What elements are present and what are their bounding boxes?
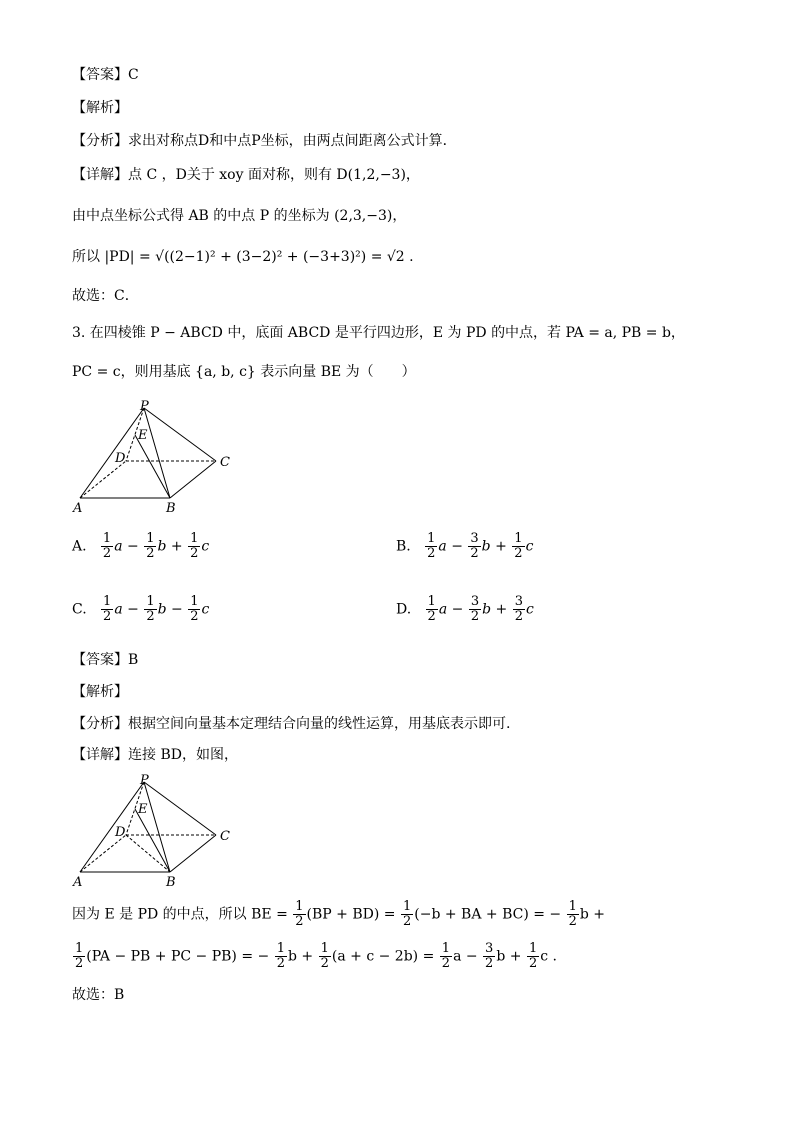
q3-conclusion: 故选：B: [72, 987, 125, 1003]
prev-detail-line-3: 所以 |PD| = √((2−1)² + (3−2)² + (−3+3)²) = √2 .: [72, 249, 414, 265]
q3-detail-line: 【详解】连接 BD，如图，: [72, 747, 238, 763]
pyramid-figure-2: [70, 772, 240, 890]
prev-analysis-tag: 【解析】: [72, 100, 128, 116]
label-E: E: [138, 802, 148, 817]
answer-value: C: [128, 67, 139, 83]
prev-conclusion: 故选：C．: [72, 288, 139, 304]
prev-answer-line: [72, 64, 139, 86]
solution-line-1: 因为 E 是 PD 的中点，所以 BE = $\frac{1}{2}$ (BP + BD) = $\frac{1}{2}$ (−b + BA + BC) = − $\frac{1}{2}$ b +: [72, 899, 606, 929]
label-D: D: [115, 825, 126, 840]
option-b[interactable]: B. $\frac{1}{2}$ a − $\frac{3}{2}$ b + $\frac{1}{2}$ c: [396, 531, 534, 561]
label-B: B: [166, 875, 176, 890]
q3-stem-line-1: 3. 在四棱锥 P − ABCD 中，底面 ABCD 是平行四边形，E 为 PD 的中点，若 PA = a, PB = b，: [72, 325, 685, 341]
prev-detail-line-2: 由中点坐标公式得 AB 的中点 P 的坐标为 (2,3,−3)，: [72, 208, 407, 224]
label-C: C: [220, 829, 230, 844]
answer-tag: 【答案】: [72, 67, 128, 83]
label-C: C: [220, 455, 230, 470]
option-d[interactable]: D. $\frac{1}{2}$ a − $\frac{3}{2}$ b + $\frac{3}{2}$ c: [396, 594, 534, 624]
label-P: P: [140, 773, 149, 788]
option-c[interactable]: C. $\frac{1}{2}$ a − $\frac{1}{2}$ b − $\frac{1}{2}$ c: [72, 594, 210, 624]
q3-analysis-tag: 【解析】: [72, 684, 128, 700]
label-B: B: [166, 501, 176, 516]
option-a[interactable]: A. $\frac{1}{2}$ a − $\frac{1}{2}$ b + $\frac{1}{2}$ c: [72, 531, 210, 561]
pyramid-figure-1: [70, 398, 240, 516]
label-A: A: [73, 501, 83, 516]
q3-stem-line-2: PC = c，则用基底 {a, b, c} 表示向量 BE 为（ ）: [72, 364, 416, 380]
q3-fenxi-line: 【分析】根据空间向量基本定理结合向量的线性运算，用基底表示即可.: [72, 716, 511, 732]
prev-detail-line-1: 【详解】点 C ，D关于 xoy 面对称，则有 D(1,2,−3)，: [72, 167, 420, 183]
label-P: P: [140, 399, 149, 414]
solution-line-2: $\frac{1}{2}$ (PA − PB + PC − PB) = − $\frac{1}{2}$ b + $\frac{1}{2}$ (a + c − 2b) = $\frac{1}{2}$ a − $\frac{3}{2}$ b + $\frac{1}{2}$ c .: [75, 941, 557, 971]
q3-answer-line: 【答案】B: [72, 652, 139, 668]
prev-fenxi-line: 【分析】求出对称点D和中点P坐标，由两点间距离公式计算．: [72, 133, 457, 149]
label-E: E: [138, 428, 148, 443]
label-A: A: [73, 875, 83, 890]
label-D: D: [115, 451, 126, 466]
